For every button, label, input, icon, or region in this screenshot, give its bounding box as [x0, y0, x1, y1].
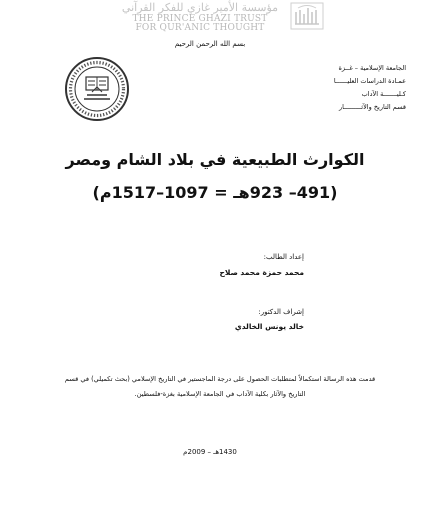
- prepared-by-label: إعداد الطالب:: [263, 253, 304, 261]
- trust-english-name-line1: THE PRINCE GHAZI TRUST: [132, 14, 268, 24]
- department-name: قسم التاريخ والآثـــــــــار: [339, 103, 406, 111]
- graduate-deanship: عمـادة الدراسات العليــــــا: [333, 77, 406, 85]
- student-name: محمد حمزة محمد صلاح: [219, 268, 304, 277]
- thesis-title: الكوارث الطبيعية في بلاد الشام ومصر: [65, 150, 365, 169]
- trust-arabic-name: مؤسسة الأمير غازي للفكر القرآني: [121, 1, 279, 14]
- supervisor-name: خالد يونس الخالدي: [234, 322, 304, 331]
- university-seal-icon: [64, 56, 130, 122]
- university-name: الجامعة الإسلامية – غــزة: [338, 64, 406, 72]
- thesis-statement: قدمت هذه الرسالة استكمالاً لمتطلبات الحصول على درجة الماجستير في التاريخ الإسلامي (بحث تكميلي) في قسم التاريخ والآثار بكلية الآداب في الجامعة الإسلامية بغزة-فلسطين.: [64, 375, 376, 398]
- submission-year: 1430هـ – 2009م: [183, 448, 237, 456]
- trust-watermark: [108, 0, 340, 36]
- basmala: بسم الله الرحمن الرحيم: [174, 40, 246, 48]
- trust-logo-icon: [290, 2, 324, 30]
- institution-block: [286, 62, 406, 114]
- thesis-date-range: (491– 923هـ = 1097–1517م): [92, 183, 338, 202]
- trust-english-name-line2: FOR QUR'ANIC THOUGHT: [135, 23, 265, 33]
- supervision-label: إشراف الدكتور:: [258, 308, 304, 316]
- faculty-name: كـليـــــــة الآداب: [361, 90, 406, 98]
